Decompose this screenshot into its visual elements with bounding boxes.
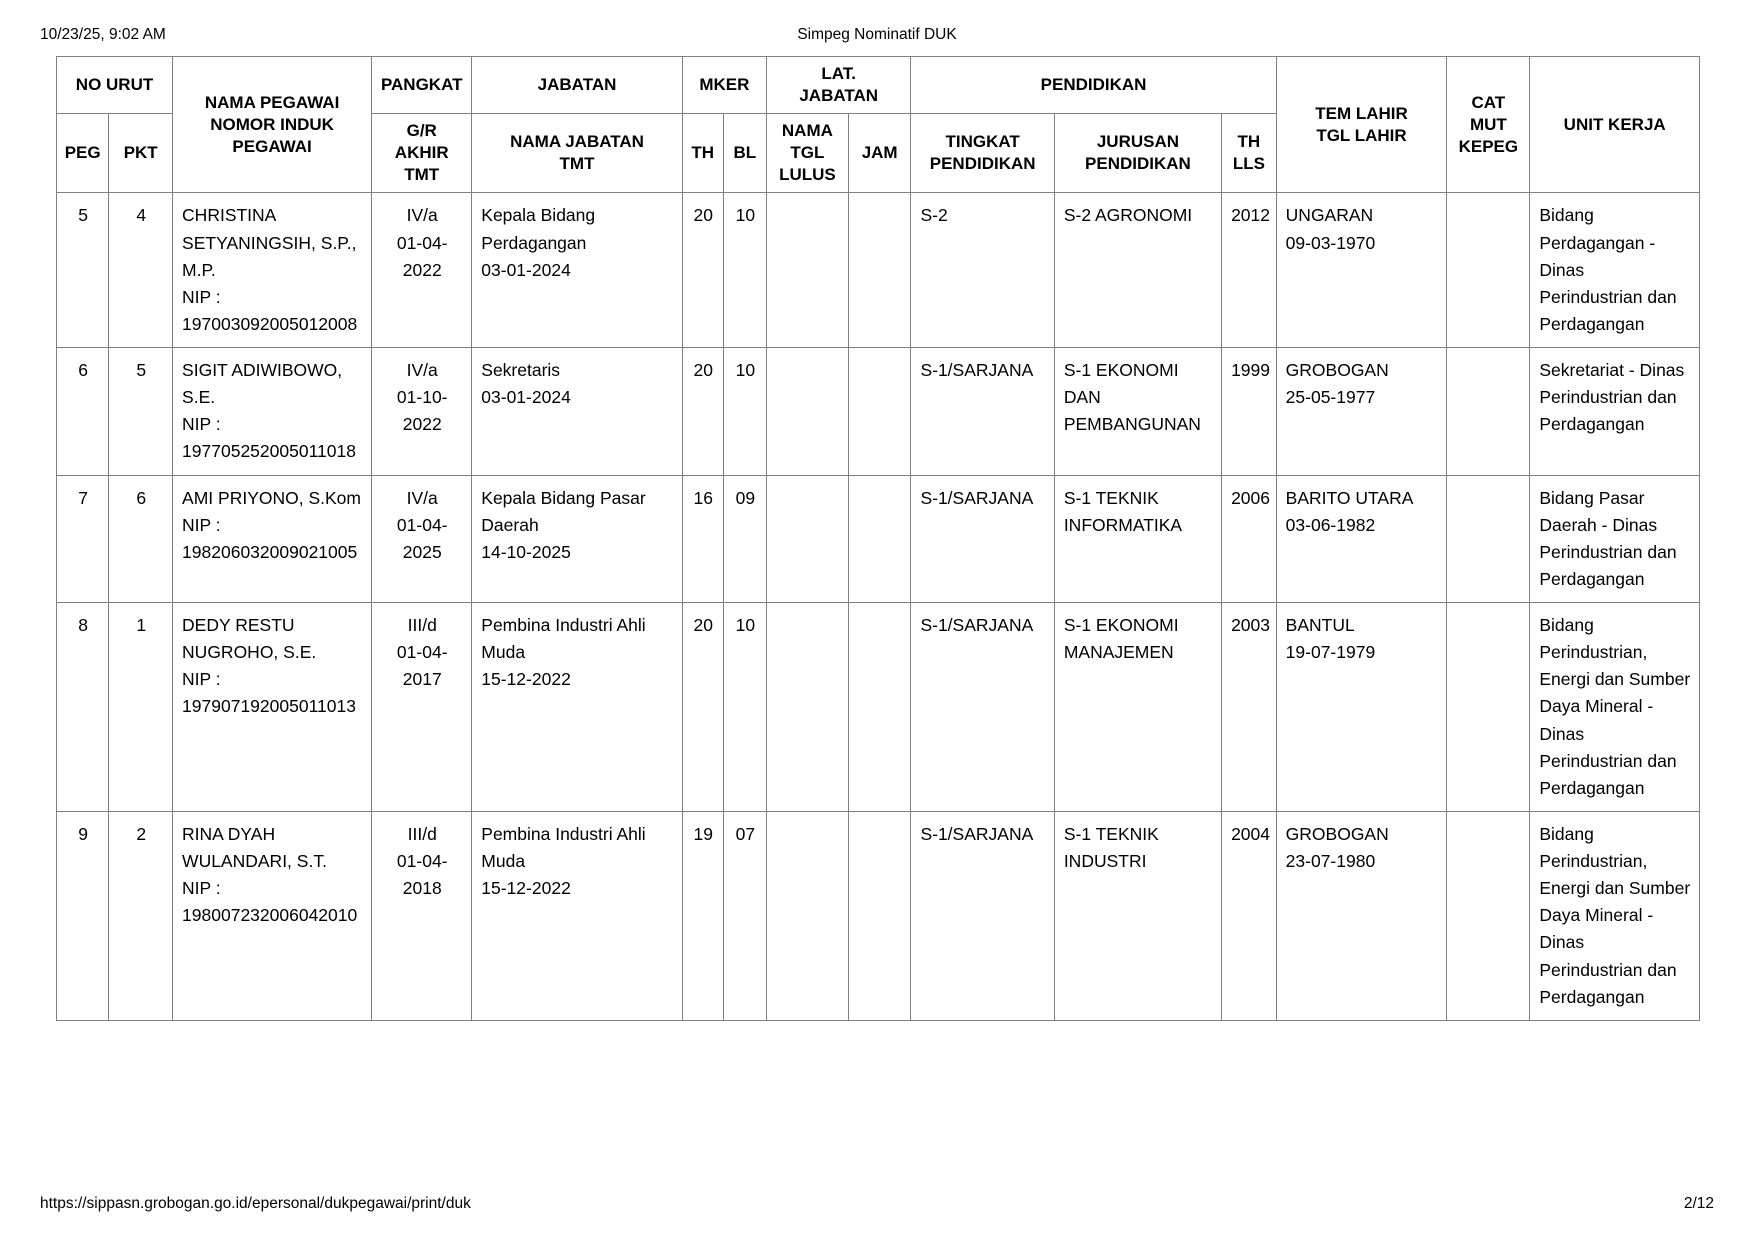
header-tem-lahir-line2: TGL LAHIR xyxy=(1316,125,1407,145)
cell-lat-jam xyxy=(848,811,911,1020)
cell-lat-nama-tgl-lulus xyxy=(766,811,848,1020)
cell-tingkat-pendidikan: S-1/SARJANA xyxy=(911,811,1054,1020)
header-unit-kerja: UNIT KERJA xyxy=(1530,57,1700,193)
header-no-urut: NO URUT xyxy=(57,57,173,114)
cell-cat-mut-kepeg xyxy=(1447,475,1530,603)
header-nama-tgl-lulus xyxy=(766,114,848,193)
header-tingkat-pendidikan xyxy=(911,114,1054,193)
cell-pangkat xyxy=(372,193,472,348)
cell-tingkat-pendidikan: S-2 xyxy=(911,193,1054,348)
cell-nama-pegawai xyxy=(173,348,372,476)
header-peg: PEG xyxy=(57,114,109,193)
header-jam: JAM xyxy=(848,114,911,193)
print-header-datetime: 10/23/25, 9:02 AM xyxy=(40,26,166,43)
cell-nip-label: NIP : xyxy=(182,669,221,690)
header-tingkat-pendidikan-line1: TINGKAT xyxy=(945,132,1020,152)
cell-mker-bl: 10 xyxy=(723,193,766,348)
cell-nama-jabatan: Kepala Bidang Pasar Daerah xyxy=(481,487,646,535)
cell-lat-jam xyxy=(848,603,911,812)
cell-pangkat xyxy=(372,603,472,812)
header-cat-mut-kepeg-line3: KEPEG xyxy=(1458,136,1519,156)
cell-mker-bl: 07 xyxy=(723,811,766,1020)
cell-mker-th: 20 xyxy=(682,193,723,348)
header-nama-jabatan-line1: NAMA JABATAN xyxy=(510,132,644,152)
header-tem-lahir-line1: TEM LAHIR xyxy=(1315,103,1408,123)
cell-pangkat xyxy=(372,348,472,476)
cell-nama-pegawai xyxy=(173,475,372,603)
cell-th-lls: 2004 xyxy=(1222,811,1277,1020)
header-tingkat-pendidikan-line2: PENDIDIKAN xyxy=(929,154,1036,174)
print-footer xyxy=(0,1195,1754,1217)
cell-mker-bl: 10 xyxy=(723,348,766,476)
header-nama-pegawai-line2: NOMOR INDUK xyxy=(210,114,334,134)
header-lat-jabatan-line1: LAT. xyxy=(821,64,857,83)
header-mker-th: TH xyxy=(682,114,723,193)
header-th-lls-line2: LLS xyxy=(1232,154,1265,174)
cell-cat-mut-kepeg xyxy=(1447,348,1530,476)
header-gr-akhir-tmt xyxy=(372,114,472,193)
cell-nama-pegawai xyxy=(173,193,372,348)
table-row xyxy=(57,603,1700,812)
cell-tem-tgl-lahir xyxy=(1276,603,1447,812)
cell-tgl-lahir: 19-07-1979 xyxy=(1285,642,1376,663)
cell-cat-mut-kepeg xyxy=(1447,193,1530,348)
header-nama-tgl-lulus-line2: TGL xyxy=(790,143,825,163)
cell-tem-lahir: UNGARAN xyxy=(1285,205,1374,226)
cell-pangkat xyxy=(372,475,472,603)
duk-table-container xyxy=(56,56,1700,1021)
cell-lat-jam xyxy=(848,193,911,348)
cell-tgl-lahir: 03-06-1982 xyxy=(1285,514,1376,535)
cell-tem-tgl-lahir xyxy=(1276,811,1447,1020)
header-tem-lahir xyxy=(1276,57,1447,193)
cell-tem-lahir: BANTUL xyxy=(1285,615,1355,636)
cell-nama-jabatan: Pembina Industri Ahli Muda xyxy=(481,823,646,872)
cell-gr-tmt: 01-04-2025 xyxy=(396,514,448,562)
cell-jabatan-tmt: 14-10-2025 xyxy=(481,541,571,562)
table-row xyxy=(57,811,1700,1020)
print-footer-page-number: 2/12 xyxy=(1683,1195,1714,1212)
cell-gr-tmt: 01-10-2022 xyxy=(396,387,448,435)
header-gr-line2: AKHIR xyxy=(394,143,449,163)
cell-nip: 198206032009021005 xyxy=(182,541,358,562)
header-lat-jabatan-line2: JABATAN xyxy=(799,86,879,106)
cell-jurusan-pendidikan: S-1 EKONOMI DAN PEMBANGUNAN xyxy=(1054,348,1221,476)
cell-nama: CHRISTINA SETYANINGSIH, S.P., M.P. xyxy=(182,205,357,280)
cell-peg: 7 xyxy=(57,475,109,603)
cell-th-lls: 2012 xyxy=(1222,193,1277,348)
cell-gr-akhir: III/d xyxy=(407,823,437,844)
cell-gr-akhir: IV/a xyxy=(406,205,438,226)
cell-nama: DEDY RESTU NUGROHO, S.E. xyxy=(182,615,317,663)
header-pangkat: PANGKAT xyxy=(372,57,472,114)
cell-cat-mut-kepeg xyxy=(1447,811,1530,1020)
cell-nama: AMI PRIYONO, S.Kom xyxy=(182,487,361,508)
cell-tem-lahir: GROBOGAN xyxy=(1285,823,1389,844)
cell-peg: 6 xyxy=(57,348,109,476)
table-body xyxy=(57,193,1700,1020)
cell-nip: 198007232006042010 xyxy=(182,905,358,926)
cell-mker-bl: 10 xyxy=(723,603,766,812)
cell-th-lls: 1999 xyxy=(1222,348,1277,476)
cell-pkt: 4 xyxy=(109,193,173,348)
table-header xyxy=(57,57,1700,193)
header-jurusan-pendidikan-line2: PENDIDIKAN xyxy=(1085,154,1191,174)
cell-tingkat-pendidikan: S-1/SARJANA xyxy=(911,603,1054,812)
cell-nip: 197003092005012008 xyxy=(182,313,358,334)
cell-tem-tgl-lahir xyxy=(1276,475,1447,603)
header-nama-jabatan-line2: TMT xyxy=(559,154,595,174)
cell-gr-akhir: IV/a xyxy=(406,487,438,508)
header-mker-bl: BL xyxy=(723,114,766,193)
cell-gr-tmt: 01-04-2017 xyxy=(396,642,448,690)
table-header-row-1 xyxy=(57,57,1700,114)
print-header xyxy=(0,26,1754,48)
header-cat-mut-kepeg-line1: CAT xyxy=(1471,92,1506,112)
header-nama-jabatan-tmt xyxy=(472,114,682,193)
table-row xyxy=(57,193,1700,348)
cell-jurusan-pendidikan: S-1 TEKNIK INDUSTRI xyxy=(1054,811,1221,1020)
cell-lat-nama-tgl-lulus xyxy=(766,193,848,348)
cell-peg: 8 xyxy=(57,603,109,812)
cell-peg: 9 xyxy=(57,811,109,1020)
header-jurusan-pendidikan-line1: JURUSAN xyxy=(1096,132,1180,152)
cell-gr-akhir: IV/a xyxy=(406,360,438,381)
cell-unit-kerja: Bidang Pasar Daerah - Dinas Perindustrian dan Perdagangan xyxy=(1530,475,1700,603)
cell-pkt: 5 xyxy=(109,348,173,476)
cell-pkt: 1 xyxy=(109,603,173,812)
cell-tingkat-pendidikan: S-1/SARJANA xyxy=(911,348,1054,476)
cell-lat-nama-tgl-lulus xyxy=(766,475,848,603)
cell-nama-jabatan: Pembina Industri Ahli Muda xyxy=(481,615,646,663)
cell-nama: RINA DYAH WULANDARI, S.T. xyxy=(182,823,327,872)
cell-mker-th: 19 xyxy=(682,811,723,1020)
cell-peg: 5 xyxy=(57,193,109,348)
cell-unit-kerja: Bidang Perindustrian, Energi dan Sumber Daya Mineral - Dinas Perindustrian dan Perdagangan xyxy=(1530,811,1700,1020)
cell-jabatan xyxy=(472,475,682,603)
cell-mker-bl: 09 xyxy=(723,475,766,603)
cell-lat-nama-tgl-lulus xyxy=(766,603,848,812)
cell-unit-kerja: Sekretariat - Dinas Perindustrian dan Perdagangan xyxy=(1530,348,1700,476)
cell-nama: SIGIT ADIWIBOWO, S.E. xyxy=(182,360,343,408)
header-nama-pegawai-line1: NAMA PEGAWAI xyxy=(204,92,340,112)
table-row xyxy=(57,475,1700,603)
header-nama-tgl-lulus-line3: LULUS xyxy=(779,165,836,185)
cell-cat-mut-kepeg xyxy=(1447,603,1530,812)
cell-jurusan-pendidikan: S-2 AGRONOMI xyxy=(1054,193,1221,348)
cell-jabatan xyxy=(472,811,682,1020)
print-footer-url: https://sippasn.grobogan.go.id/epersonal/dukpegawai/print/duk xyxy=(40,1195,471,1212)
header-gr-line1: G/R xyxy=(406,121,437,141)
header-pendidikan: PENDIDIKAN xyxy=(911,57,1276,114)
table-row xyxy=(57,348,1700,476)
cell-tgl-lahir: 09-03-1970 xyxy=(1285,232,1376,253)
cell-lat-jam xyxy=(848,348,911,476)
header-gr-line3: TMT xyxy=(404,165,440,185)
header-th-lls xyxy=(1222,114,1277,193)
cell-tgl-lahir: 25-05-1977 xyxy=(1285,387,1376,408)
cell-tingkat-pendidikan: S-1/SARJANA xyxy=(911,475,1054,603)
cell-jabatan xyxy=(472,193,682,348)
print-header-title: Simpeg Nominatif DUK xyxy=(797,26,957,43)
cell-nip-label: NIP : xyxy=(182,514,221,535)
cell-pkt: 6 xyxy=(109,475,173,603)
cell-pangkat xyxy=(372,811,472,1020)
cell-unit-kerja: Bidang Perindustrian, Energi dan Sumber Daya Mineral - Dinas Perindustrian dan Perdagangan xyxy=(1530,603,1700,812)
cell-nip-label: NIP : xyxy=(182,286,221,307)
cell-nip-label: NIP : xyxy=(182,878,221,899)
cell-mker-th: 16 xyxy=(682,475,723,603)
cell-tem-tgl-lahir xyxy=(1276,348,1447,476)
cell-jabatan-tmt: 03-01-2024 xyxy=(481,387,571,408)
cell-lat-nama-tgl-lulus xyxy=(766,348,848,476)
cell-th-lls: 2006 xyxy=(1222,475,1277,603)
cell-jurusan-pendidikan: S-1 TEKNIK INFORMATIKA xyxy=(1054,475,1221,603)
cell-jabatan-tmt: 15-12-2022 xyxy=(481,669,571,690)
header-cat-mut-kepeg-line2: MUT xyxy=(1469,114,1507,134)
header-th-lls-line1: TH xyxy=(1237,132,1261,152)
cell-tem-tgl-lahir xyxy=(1276,193,1447,348)
cell-nip: 197705252005011018 xyxy=(182,441,356,462)
header-jurusan-pendidikan xyxy=(1054,114,1221,193)
cell-mker-th: 20 xyxy=(682,603,723,812)
cell-nama-pegawai xyxy=(173,603,372,812)
cell-nama-jabatan: Kepala Bidang Perdagangan xyxy=(481,205,596,253)
header-nama-tgl-lulus-line1: NAMA xyxy=(781,121,833,141)
cell-jabatan xyxy=(472,603,682,812)
cell-tem-lahir: BARITO UTARA xyxy=(1285,487,1414,508)
header-nama-pegawai-line3: PEGAWAI xyxy=(232,136,312,156)
cell-tem-lahir: GROBOGAN xyxy=(1285,360,1389,381)
header-nama-pegawai xyxy=(173,57,372,193)
cell-unit-kerja: Bidang Perdagangan - Dinas Perindustrian dan Perdagangan xyxy=(1530,193,1700,348)
cell-jabatan-tmt: 03-01-2024 xyxy=(481,259,571,280)
cell-th-lls: 2003 xyxy=(1222,603,1277,812)
cell-jurusan-pendidikan: S-1 EKONOMI MANAJEMEN xyxy=(1054,603,1221,812)
cell-gr-tmt: 01-04-2022 xyxy=(396,232,448,280)
cell-nama-jabatan: Sekretaris xyxy=(481,360,561,381)
cell-nip: 197907192005011013 xyxy=(182,696,356,717)
cell-nama-pegawai xyxy=(173,811,372,1020)
cell-lat-jam xyxy=(848,475,911,603)
cell-gr-akhir: III/d xyxy=(407,615,437,636)
cell-jabatan xyxy=(472,348,682,476)
header-jabatan: JABATAN xyxy=(472,57,682,114)
cell-nip-label: NIP : xyxy=(182,414,221,435)
cell-pkt: 2 xyxy=(109,811,173,1020)
cell-gr-tmt: 01-04-2018 xyxy=(396,851,448,899)
header-lat-jabatan xyxy=(766,57,911,114)
cell-jabatan-tmt: 15-12-2022 xyxy=(481,878,571,899)
header-pkt: PKT xyxy=(109,114,173,193)
header-cat-mut-kepeg xyxy=(1447,57,1530,193)
cell-tgl-lahir: 23-07-1980 xyxy=(1285,851,1376,872)
duk-table xyxy=(56,56,1700,1021)
cell-mker-th: 20 xyxy=(682,348,723,476)
header-mker: MKER xyxy=(682,57,766,114)
